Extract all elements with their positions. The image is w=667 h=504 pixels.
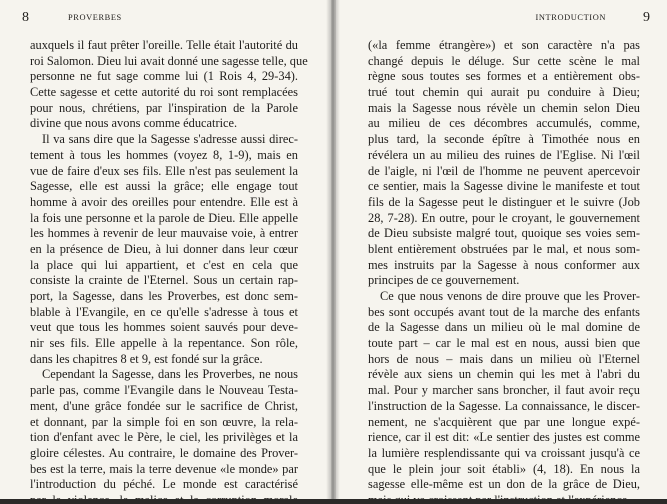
text-line: fils de la Sagesse peut le distinguer et le suivre (Job [368,194,640,209]
text-line: ce sentier, mais la Sagesse divine le manifeste et tout [368,179,640,194]
text-line: au milieu de ces décombres accumulés, comme, [368,116,640,131]
text-line: toute part – car le mal est en nous, aussi bien que [368,336,640,351]
text-line: divine que nous avons comme éducatrice. [30,116,238,131]
text-line: principes de ce gouvernement. [368,273,520,288]
text-line: 28, 7-28). En outre, pour le croyant, le gouvernement [368,210,640,225]
text-line: consiste la crainte de l'Eternel. Sous un certain rap- [30,273,298,288]
text-line: nir ses fils. Elle appelle à la repentance. Son rôle, [30,336,298,351]
text-line: révèle aux siens un chemin qui les met à l'abri du [368,367,640,382]
text-line: mais la Sagesse nous révèle un chemin selon Dieu [368,100,640,115]
left-page [0,0,331,504]
left-page-number: 8 [22,10,29,25]
text-line: blent entièrement obstruées par le mal, et nous som- [368,241,640,256]
text-line: bes sont occupés avant tout de la marche des enfants [368,304,640,319]
book-bottom-edge [0,499,667,504]
text-line: les hommes à revenir de leur mauvaise voie, à entrer [30,226,298,241]
text-line: dans les chapitres 8 et 9, est fondé sur la grâce. [30,351,263,366]
text-line: roi Salomon. Dieu lui avait donné une sagesse telle, que [30,53,308,68]
text-line: homme à avoir des oreilles pour entendre. Elle est à [30,194,298,209]
text-line: nement, ne s'acquièrent que par une longue expé- [368,414,640,429]
text-line: tement à tous les hommes (voyez 8, 1-9), mais en [30,147,298,162]
left-page-header [22,10,312,28]
text-line: révélera un au milieu des ruines de l'Eglise. Ni l'œil [368,147,640,162]
text-line: personne ne fut sage comme lui (1 Rois 4, 29-34). [30,69,298,84]
text-line: l'introduction du péché. Le monde est caractérisé [30,477,298,492]
text-line: veut que tous les hommes soient sauvés pour deve- [30,320,298,335]
text-line: parle pas, comme l'Evangile dans le Nouveau Testa- [30,383,298,398]
text-line: la fois une personne et la parole de Dieu. Elle appelle [30,210,298,225]
left-running-head: PROVERBES [68,13,122,22]
text-line: de Dieu subsiste malgré tout, quoique ses voies sem- [368,226,640,241]
text-line: mes instruits par la Sagesse à nous conformer aux [368,257,640,272]
text-line: port, la Sagesse, dans les Proverbes, est donc sem- [30,289,298,303]
text-line: Sagesse, elle est aussi la grâce; elle engage tout [30,179,298,194]
text-line: changé depuis le déluge. Sur cette scène le mal [368,53,640,68]
text-line: sagesse elle-même est un don de la grâce de Dieu, [368,477,640,492]
text-line: hors de nous – mais dans un milieu où l'Eternel [368,351,640,366]
text-line: la place qui lui appartient, et c'est en cela que [30,257,298,272]
text-line: bes est la terre, mais la terre devenue «le monde» par [30,461,298,476]
right-running-head: INTRODUCTION [535,13,606,22]
text-line: de l'aigle, ni l'œil de l'homme ne peuvent apercevoir [368,163,640,178]
text-line: («la femme étrangère») et son caractère n'a pas [368,38,640,52]
text-line: tion d'enfant avec le Père, le ciel, les privilèges et la [30,430,298,445]
text-line: règne sous toutes ses formes et a entièrement obs- [368,69,640,84]
text-line: blable à l'Evangile, en ce qu'elle s'adresse à tous et [30,304,298,319]
text-line: l'instruction de la Sagesse. La connaissance, le discer- [368,398,640,413]
text-line: de la Sagesse dans un milieu où le mal domine de [368,320,640,335]
text-line: gloire célestes. Au contraire, le domaine des Prover- [30,445,298,460]
text-line: pour nous, chrétiens, par l'inspiration de la Parole [30,100,298,115]
right-page-text [368,38,640,504]
right-page [336,0,667,504]
left-page-text [30,38,308,504]
text-line: Ce que nous venons de dire prouve que les Prover- [380,289,640,303]
text-line: plus tard, la seconde épître à Timothée nous en [368,132,640,147]
text-line: la lumière resplendissante qui va croissant jusqu'à ce [368,445,640,460]
text-line: Il va sans dire que la Sagesse s'adresse aussi direc- [42,132,298,147]
text-line: auxquels il faut prêter l'oreille. Telle était l'autorité du [30,38,298,52]
text-line: Cependant la Sagesse, dans les Proverbes, ne nous [42,367,298,382]
text-line: mal. Pour y marcher sans broncher, il faut avoir reçu [368,383,640,398]
text-line: trué tout chemin qui aurait pu conduire à Dieu; [368,85,640,100]
text-line: en la présence de Dieu, à lui donner dans leur cœur [30,241,298,256]
book-gutter [326,0,340,504]
text-line: et donnant, par la simple foi en son œuvre, la rela- [30,414,298,429]
text-line: rience, car il est dit: «Le sentier des justes est comme [368,430,640,445]
text-line: que le plein jour soit établi» (4, 18). En nous la [368,461,640,476]
text-line: Cette sagesse et cette autorité du roi sont remplacées [30,85,298,100]
right-page-number: 9 [643,10,650,25]
text-line: ment, d'une grâce fondée sur le sacrifice de Christ, [30,398,298,413]
text-line: vue de faire d'eux ses fils. Elle n'est pas seulement la [30,163,298,178]
right-page-header [358,10,650,28]
